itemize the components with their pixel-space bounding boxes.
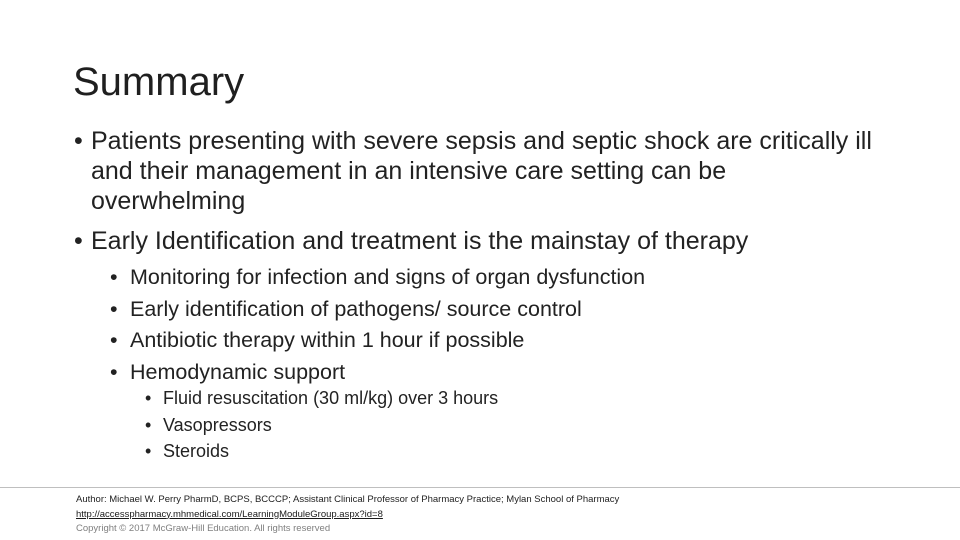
bullet-item: • Early Identification and treatment is the mainstay of therapy: [74, 226, 874, 256]
footer-author: Author: Michael W. Perry PharmD, BCPS, BCCCP; Assistant Clinical Professor of Pharmacy Practice; Mylan School of Pharmacy: [76, 494, 620, 505]
footer: [76, 493, 619, 537]
sub-bullet-item: • Early identification of pathogens/ source control: [110, 294, 810, 326]
sub-bullet-item: • Hemodynamic support: [110, 357, 810, 389]
sub-bullet-list: [110, 262, 810, 388]
sub-sub-bullet-item: • Steroids: [145, 438, 745, 465]
sub-bullet-item: • Antibiotic therapy within 1 hour if possible: [110, 325, 810, 357]
slide-title: Summary: [73, 60, 245, 104]
sub-sub-bullet-item: • Vasopressors: [145, 412, 745, 439]
sub-sub-bullet-item: • Fluid resuscitation (30 ml/kg) over 3 hours: [145, 385, 745, 412]
sub-sub-bullet-list: [145, 385, 745, 465]
footer-divider: [0, 487, 960, 488]
footer-link[interactable]: http://accesspharmacy.mhmedical.com/LearningModuleGroup.aspx?id=8: [76, 508, 383, 520]
footer-copyright: Copyright © 2017 McGraw-Hill Education. All rights reserved: [76, 523, 331, 534]
bullet-list: [74, 126, 874, 266]
sub-bullet-item: • Monitoring for infection and signs of organ dysfunction: [110, 262, 810, 294]
bullet-item: • Patients presenting with severe sepsis and septic shock are critically ill and their management in an intensive care setting can be overwhelming: [74, 126, 874, 216]
